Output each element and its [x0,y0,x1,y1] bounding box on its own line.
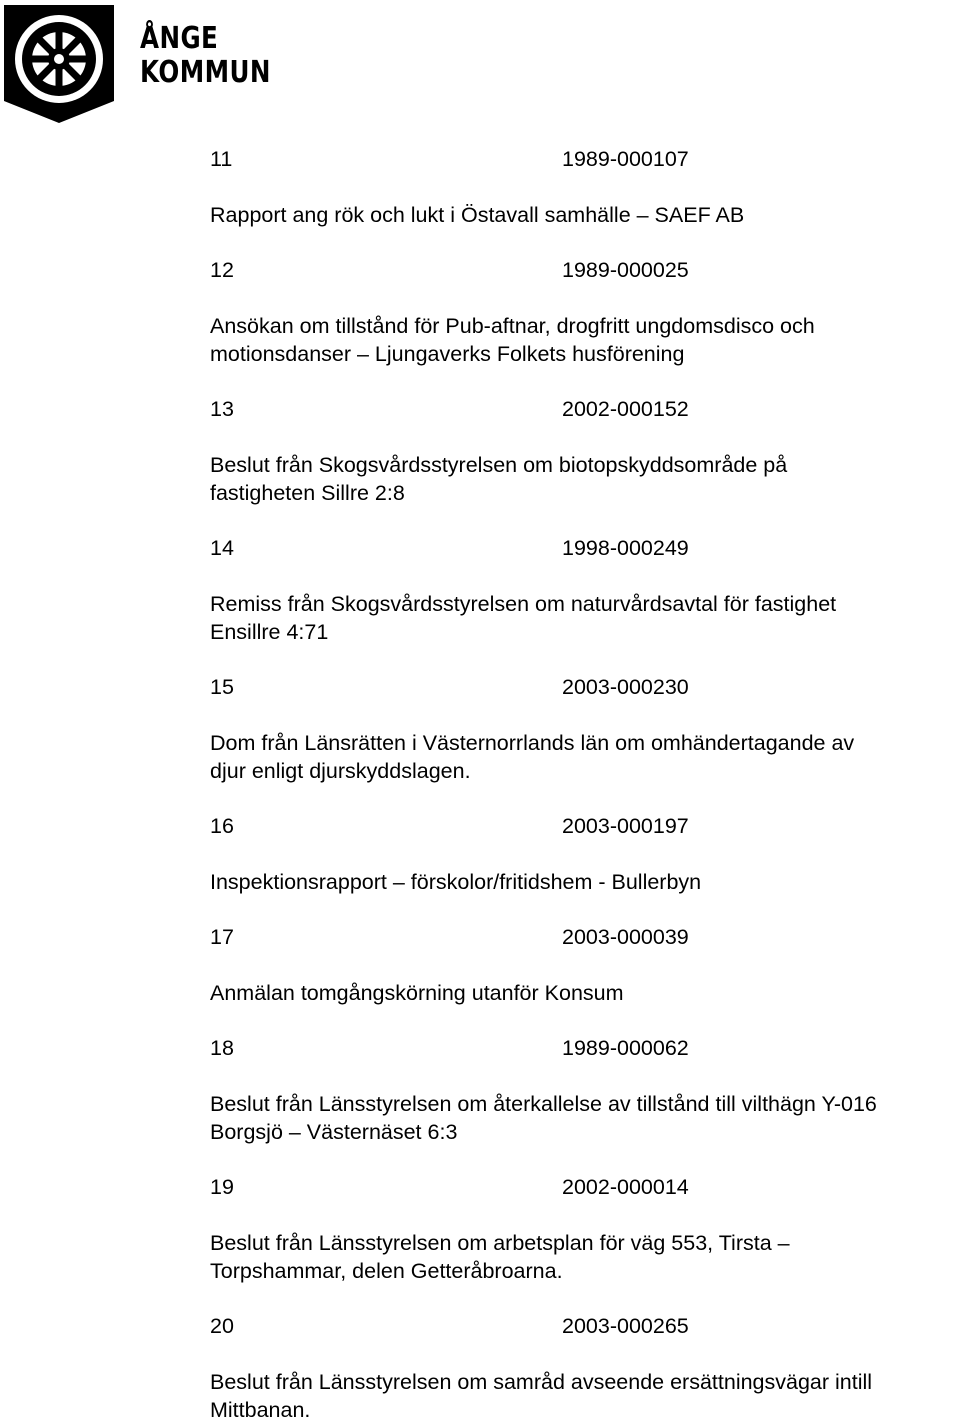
title-line: fastigheten Sillre 2:8 [210,481,405,505]
item-title [210,1229,960,1285]
title-line: Torpshammar, delen Getteråbroarna. [210,1259,563,1283]
logo-line-1: ÅNGE [140,21,219,56]
item-header [210,812,960,840]
item-number: 11 [210,147,233,171]
municipality-logo [0,0,271,130]
title-line: Beslut från Länsstyrelsen om återkallelse av tillstånd till vilthägn Y-016 [210,1092,877,1116]
item-number: 17 [210,925,234,949]
logo-wordmark [140,22,271,90]
item-title [210,979,960,1007]
item-title [210,451,960,507]
item-number: 18 [210,1036,234,1060]
agenda-item-11 [210,145,960,229]
title-line: Ensillre 4:71 [210,620,329,644]
title-line: djur enligt djurskyddslagen. [210,759,471,783]
item-number: 15 [210,675,234,699]
title-line: Rapport ang rök och lukt i Östavall samhälle – SAEF AB [210,203,745,227]
wheel-seal-icon [2,3,116,125]
title-line: Ansökan om tillstånd för Pub-aftnar, drogfritt ungdomsdisco och [210,314,815,338]
title-line: Borgsjö – Västernäset 6:3 [210,1120,458,1144]
title-line: Inspektionsrapport – förskolor/fritidshem - Bullerbyn [210,870,702,894]
item-header [210,1034,960,1062]
title-line: motionsdanser – Ljungaverks Folkets husförening [210,342,685,366]
agenda-list [210,145,960,1424]
item-number: 13 [210,397,234,421]
agenda-item-13 [210,395,960,507]
logo-line-2: KOMMUN [140,55,271,90]
item-title [210,201,960,229]
case-number: 2002-000152 [562,397,689,421]
agenda-item-15 [210,673,960,785]
item-title [210,1090,960,1146]
item-number: 16 [210,814,234,838]
agenda-item-18 [210,1034,960,1146]
item-title [210,312,960,368]
agenda-item-17 [210,923,960,1007]
title-line: Beslut från Länsstyrelsen om arbetsplan för väg 553, Tirsta – [210,1231,790,1255]
case-number: 1989-000107 [562,147,689,171]
case-number: 2003-000265 [562,1314,689,1338]
item-title [210,1368,960,1424]
item-header [210,1173,960,1201]
case-number: 2003-000197 [562,814,689,838]
title-line: Beslut från Länsstyrelsen om samråd avseende ersättningsvägar intill [210,1370,873,1394]
title-line: Anmälan tomgångskörning utanför Konsum [210,981,624,1005]
case-number: 1989-000062 [562,1036,689,1060]
item-title [210,729,960,785]
item-header [210,145,960,173]
item-header [210,256,960,284]
case-number: 2002-000014 [562,1175,689,1199]
item-header [210,923,960,951]
item-header [210,673,960,701]
title-line: Beslut från Skogsvårdsstyrelsen om biotopskyddsområde på [210,453,788,477]
agenda-item-20 [210,1312,960,1424]
item-header [210,534,960,562]
case-number: 2003-000230 [562,675,689,699]
agenda-item-19 [210,1173,960,1285]
item-number: 14 [210,536,234,560]
agenda-item-14 [210,534,960,646]
item-number: 12 [210,258,234,282]
item-header [210,1312,960,1340]
case-number: 1998-000249 [562,536,689,560]
agenda-item-16 [210,812,960,896]
item-title [210,590,960,646]
item-number: 20 [210,1314,234,1338]
case-number: 1989-000025 [562,258,689,282]
case-number: 2003-000039 [562,925,689,949]
item-header [210,395,960,423]
title-line: Remiss från Skogsvårdsstyrelsen om naturvårdsavtal för fastighet [210,592,837,616]
title-line: Dom från Länsrätten i Västernorrlands län om omhändertagande av [210,731,855,755]
item-title [210,868,960,896]
item-number: 19 [210,1175,234,1199]
agenda-item-12 [210,256,960,368]
title-line: Mittbanan. [210,1398,311,1422]
